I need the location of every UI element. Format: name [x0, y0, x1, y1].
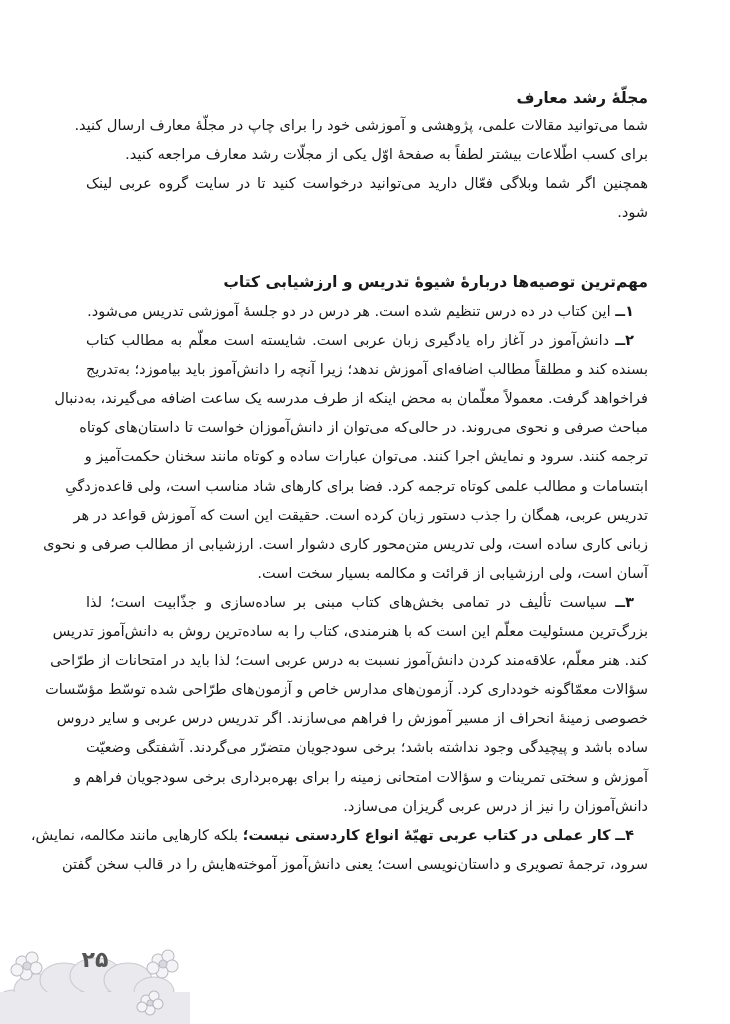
- item-bold-lead: کار عملی در کتاب عربی تهیّهٔ انواع کاردستی نیست؛: [242, 827, 611, 844]
- paragraph-line: خصوصی زمینهٔ انحراف از مسیر آموزش را فراهم می‌سازند. اگر تدریس درس عربی و سایر دروس: [56, 711, 648, 728]
- paragraph-line: سرود، ترجمهٔ تصویری و داستان‌نویسی است؛ یعنی دانش‌آموز آموخته‌هایش را در قالب سخن گفتن: [61, 856, 648, 873]
- paragraph-line: ساده باشد و پیچیدگی وجود نداشته باشد؛ برخی سودجویان متضرّر می‌گردند. آشفتگی وضعیّت: [86, 740, 648, 757]
- item-number: ۱ــ: [615, 304, 634, 320]
- paragraph-line: بسنده کند و مطلقاً مطالب اضافه‌ای آموزش ندهد؛ زیرا آنچه را دانش‌آموز باید بیاموزد؛ به‌تدریج: [86, 362, 648, 379]
- paragraph-line: زبانی کاری ساده است، ولی تدریس متن‌محور کاری دشوار است. ارزشیابی از مطالب صرفی و نحوی: [43, 536, 648, 553]
- item-number: ۳ــ: [615, 594, 634, 611]
- paragraph-line: دانش‌آموزان را نیز از درس عربی گریزان می‌سازد.: [343, 798, 648, 815]
- page-number: ۲۵: [81, 948, 109, 973]
- item-text: سیاست تألیف در تمامی بخش‌های کتاب مبنی بر ساده‌سازی و جذّابیت است؛ لذا: [86, 594, 607, 611]
- paragraph-line: فراخواهد گرفت. معمولاً معلّمان به محض اینکه از طرف مدرسه یک ساعت اضافه می‌گیرند، به‌دنبال: [54, 391, 648, 408]
- paragraph-line: کند. هنر معلّم، علاقه‌مند کردن دانش‌آموز نسبت به درس عربی است؛ لذا باید در امتحانات از طرّاحی: [50, 653, 648, 670]
- item-number: ۲ــ: [615, 333, 635, 350]
- section-rosh-maaref: [74, 84, 648, 228]
- paragraph-line: شود.: [617, 205, 648, 222]
- paragraph-line: سؤالات معمّاگونه خودداری کرد. آزمون‌های مدارس خاص و آزمون‌های طرّاحی شده توسّط مؤسّسات: [45, 682, 648, 699]
- item-text: این کتاب در ده درس تنظیم شده است. هر درس در دو جلسهٔ آموزشی تدریس می‌شود.: [87, 304, 611, 320]
- section-title: مجلّهٔ رشد معارف: [516, 89, 648, 107]
- list-item-2: [86, 327, 648, 356]
- paragraph-line: ابتسامات و مطالب علمی کوتاه ترجمه کرد. فضا برای کارهای شاد مناسب است، ولی قاعده‌زدگیِ: [65, 478, 648, 495]
- paragraph-line: برای کسب اطّلاعات بیشتر لطفاً به صفحهٔ اوّل یکی از مجلّات رشد معارف مراجعه کنید.: [125, 147, 648, 164]
- flower-decoration: [0, 930, 200, 1024]
- paragraph-line: شما می‌توانید مقالات علمی، پژوهشی و آموزشی خود را برای چاپ در مجلّهٔ معارف ارسال کنید.: [74, 118, 648, 134]
- list-item-1: [86, 298, 648, 327]
- item-text: بلکه کارهایی مانند مکالمه، نمایش،: [30, 827, 239, 844]
- paragraph-line: آموزش و سختی تمرینات و سؤالات امتحانی زمینه را برای بهره‌برداری برخی سودجویان فراهم و: [74, 769, 648, 786]
- flower-icon: [147, 950, 178, 978]
- section-title: مهم‌ترین توصیه‌ها دربارهٔ شیوهٔ تدریس و ارزشیابی کتاب: [223, 273, 648, 291]
- paragraph-line: ترجمه کنند. سرود و نمایش اجرا کنند. می‌توان عبارات ساده و کوتاه مانند سخنان حکمت‌آمیز و: [84, 449, 648, 466]
- item-text: دانش‌آموز در آغاز راه یادگیری زبان عربی است. شایسته است معلّم به مطالب کتاب: [86, 333, 610, 350]
- item-number: ۴ــ: [615, 827, 634, 844]
- paragraph-line: بزرگ‌ترین مسئولیت معلّم این است که با هنرمندی، کتاب را به ساده‌ترین روش به دانش‌آموز تدریس: [52, 624, 648, 641]
- paragraph-line: آسان است، ولی ارزشیابی از قرائت و مکالمه بسیار سخت است.: [257, 565, 648, 582]
- paragraph-line: همچنین اگر شما وبلاگی فعّال دارید می‌توانید درخواست کنید تا در سایت گروه عربی لینک: [86, 176, 648, 193]
- list-item-3: [86, 589, 648, 618]
- section-teaching-recommendations: [30, 268, 648, 880]
- list-item-4: [30, 822, 648, 851]
- paragraph-line: مباحث صرفی و نحوی می‌روند. در حالی‌که می‌توان از دانش‌آموزان خواست تا داستان‌های کوتاه: [79, 420, 648, 437]
- paragraph-line: تدریس عربی، همگان را جذب دستور زبان کرده است. حقیقت این است که آموزش قواعد در هر: [73, 507, 648, 524]
